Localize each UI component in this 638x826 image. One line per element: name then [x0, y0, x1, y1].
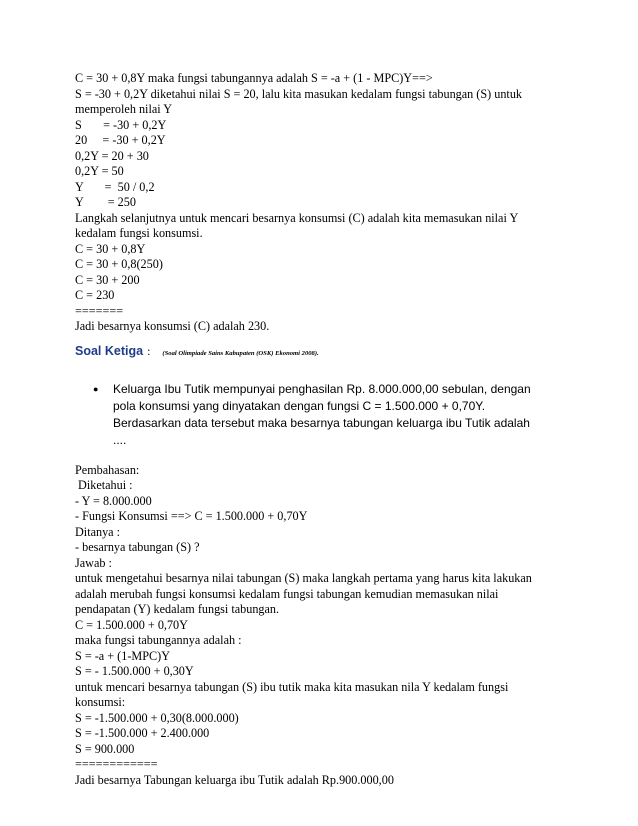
text-line: S = -a + (1-MPC)Y	[75, 648, 170, 663]
solution-part-one	[75, 71, 565, 335]
text-line: 0,2Y = 20 + 30	[75, 148, 149, 163]
text-line: C = 230	[75, 288, 115, 302]
text-line: pendapatan (Y) kedalam fungsi tabungan.	[75, 602, 280, 616]
text-line: memperoleh nilai Y	[75, 102, 173, 116]
text-line: ============	[75, 757, 158, 771]
text-line: Y = 50 / 0,2	[75, 179, 155, 194]
text-line: S = -30 + 0,2Y diketahui nilai S = 20, lalu kita masukan kedalam fungsi tabungan (S) untuk	[75, 86, 523, 101]
text-line: Langkah selanjutnya untuk mencari besarnya konsumsi (C) adalah kita memasukan nilai Y	[75, 210, 519, 225]
text-line: S = -1.500.000 + 0,30(8.000.000)	[75, 710, 239, 725]
text-line: kedalam fungsi konsumsi.	[75, 226, 203, 240]
text-line: S = - 1.500.000 + 0,30Y	[75, 664, 194, 678]
text-line: C = 30 + 0,8Y maka fungsi tabungannya adalah S = -a + (1 - MPC)Y==>	[75, 71, 433, 85]
text-line: 0,2Y = 50	[75, 164, 124, 178]
heading-colon: :	[147, 343, 151, 358]
text-line: maka fungsi tabungannya adalah :	[75, 633, 242, 647]
text-line: S = -1.500.000 + 2.400.000	[75, 726, 210, 740]
question-heading	[75, 344, 565, 364]
text-line: 20 = -30 + 0,2Y	[75, 133, 166, 147]
text-line: C = 30 + 0,8Y	[75, 241, 146, 256]
question-bullet	[75, 381, 565, 449]
text-line: Diketahui :	[75, 478, 133, 492]
text-line: adalah merubah fungsi konsumsi kedalam fungsi tabungan kemudian memasukan nilai	[75, 586, 499, 601]
question-source-note: (Soal Olimpiade Sains Kabupaten (OSK) Ekonomi 2008).	[162, 349, 319, 357]
text-line: S = 900.000	[75, 741, 135, 756]
text-line: Jadi besarnya konsumsi (C) adalah 230.	[75, 319, 270, 333]
text-line: =======	[75, 303, 124, 318]
question-text: Keluarga Ibu Tutik mempunyai penghasilan Rp. 8.000.000,00 sebulan, dengan pola konsumsi yang dinyatakan dengan fungsi C = 1.500.000 + 0,70Y. Berdasarkan data tersebut maka besarnya tabungan keluarga ibu Tutik adalah ....	[113, 381, 531, 447]
text-line: untuk mencari besarnya tabungan (S) ibu tutik maka kita masukan nila Y kedalam fungsi	[75, 679, 509, 694]
text-line: Ditanya :	[75, 524, 121, 539]
text-line: C = 1.500.000 + 0,70Y	[75, 617, 188, 632]
text-line: Jawab :	[75, 555, 112, 570]
text-line: - besarnya tabungan (S) ?	[75, 540, 200, 554]
text-line: S = -30 + 0,2Y	[75, 117, 167, 132]
solution-part-two	[75, 463, 565, 789]
text-line: C = 30 + 0,8(250)	[75, 257, 163, 271]
bullet-icon: ●	[93, 383, 99, 394]
document-page	[75, 71, 565, 788]
text-line: - Y = 8.000.000	[75, 493, 152, 508]
text-line: - Fungsi Konsumsi ==> C = 1.500.000 + 0,70Y	[75, 509, 308, 523]
text-line: C = 30 + 200	[75, 272, 140, 287]
text-line: untuk mengetahui besarnya nilai tabungan (S) maka langkah pertama yang harus kita lakukan	[75, 571, 532, 585]
question-title: Soal Ketiga	[75, 343, 144, 358]
text-line: Pembahasan:	[75, 462, 140, 477]
text-line: konsumsi:	[75, 695, 126, 709]
text-line: Y = 250	[75, 195, 136, 209]
text-line: Jadi besarnya Tabungan keluarga ibu Tutik adalah Rp.900.000,00	[75, 772, 394, 787]
